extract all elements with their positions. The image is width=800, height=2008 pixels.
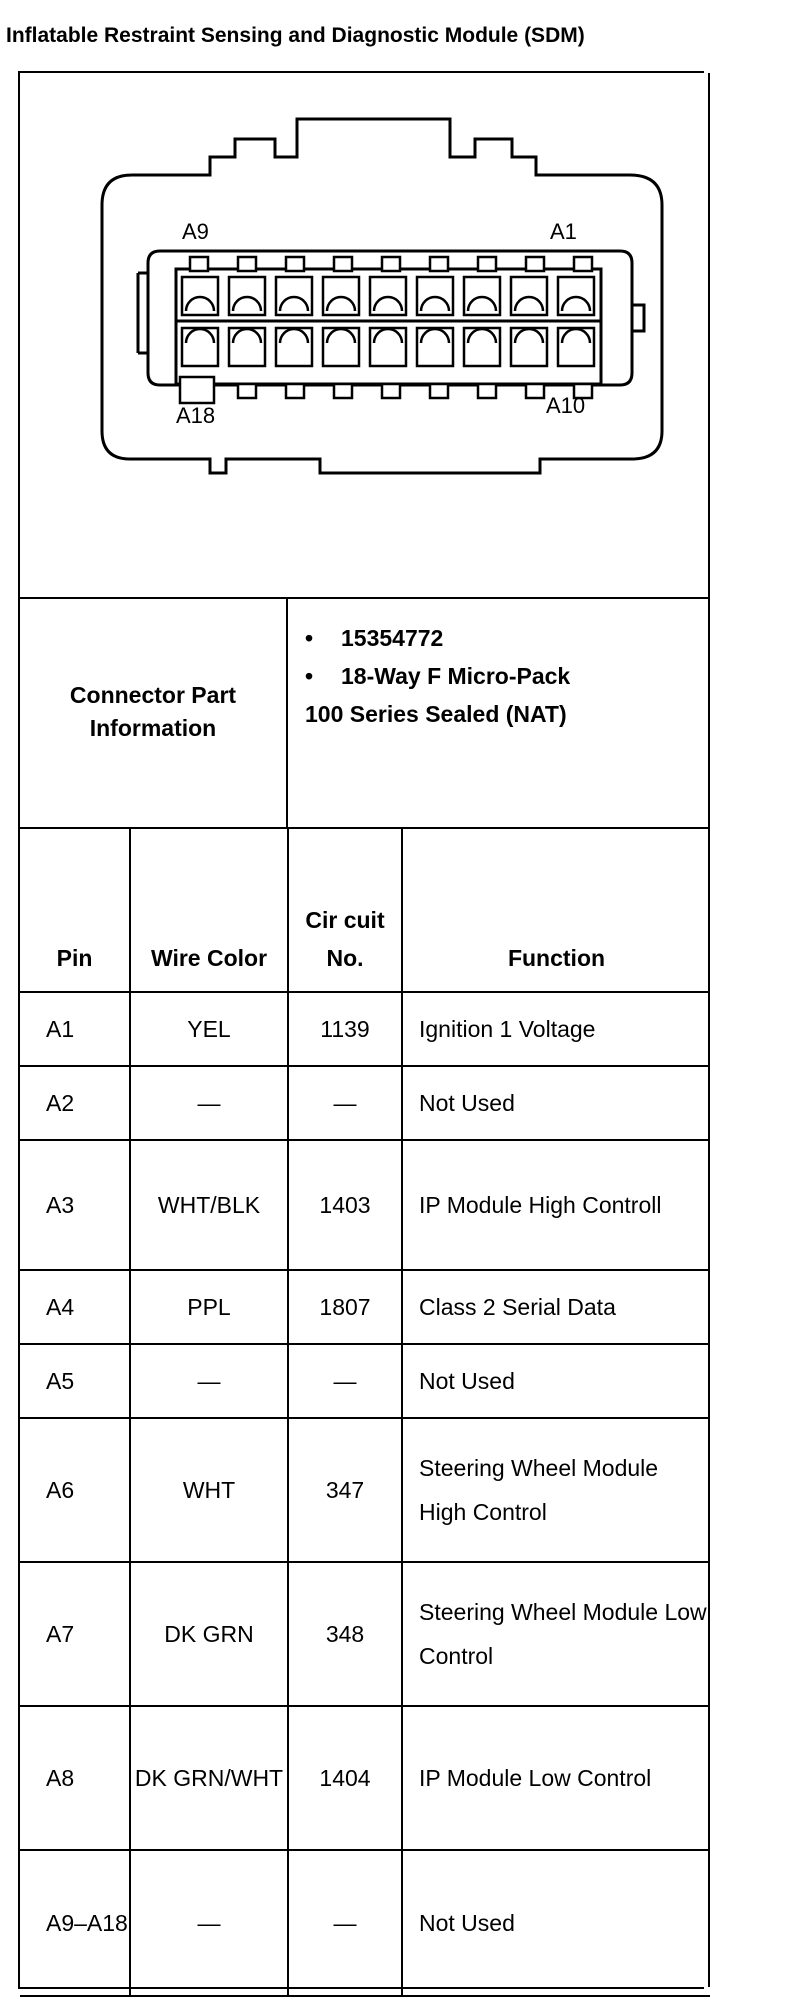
table-row: [20, 992, 710, 1066]
function-cell: Steering Wheel Module Low Control: [402, 1562, 710, 1706]
pin-label-a9: A9: [182, 219, 209, 244]
circuit-cell: —: [288, 1850, 402, 1996]
table-row: [20, 1706, 710, 1850]
function-cell: Not Used: [402, 1344, 710, 1418]
pin-cell: A4: [20, 1270, 130, 1344]
table-row: [20, 1562, 710, 1706]
pin-cell: A3: [20, 1140, 130, 1270]
header-function: Function: [402, 828, 710, 992]
function-cell: IP Module Low Control: [402, 1706, 710, 1850]
circuit-cell: 1404: [288, 1706, 402, 1850]
connector-diagram: [20, 73, 710, 599]
table-row: [20, 1270, 710, 1344]
pin-cell: A8: [20, 1706, 130, 1850]
wire-cell: —: [130, 1344, 288, 1418]
pin-cell: A7: [20, 1562, 130, 1706]
part-description: 18-Way F Micro-Pack: [341, 663, 571, 689]
connector-table-frame: [18, 71, 707, 1989]
pin-cell: A5: [20, 1344, 130, 1418]
circuit-cell: —: [288, 1066, 402, 1140]
wire-cell: —: [130, 1850, 288, 1996]
circuit-cell: 348: [288, 1562, 402, 1706]
pin-cell: A2: [20, 1066, 130, 1140]
wire-cell: PPL: [130, 1270, 288, 1344]
table-row: [20, 1344, 710, 1418]
pin-cell: A1: [20, 992, 130, 1066]
wire-cell: —: [130, 1066, 288, 1140]
table-header-row: [20, 828, 710, 992]
page-title: Inflatable Restraint Sensing and Diagnostic Module (SDM): [6, 24, 585, 47]
table-row: [20, 1140, 710, 1270]
connector-part-label-line1: Connector Part: [69, 682, 237, 708]
wire-cell: DK GRN: [130, 1562, 288, 1706]
pin-label-a1: A1: [550, 219, 577, 244]
table-row: [20, 1418, 710, 1562]
connector-part-label: [20, 597, 288, 827]
connector-part-information: [20, 597, 710, 829]
pin-cell: A9–A18: [20, 1850, 130, 1996]
header-wire-color: Wire Color: [130, 828, 288, 992]
pinout-table: [20, 827, 710, 1997]
pin-label-a18: A18: [176, 403, 216, 428]
circuit-cell: 1139: [288, 992, 402, 1066]
table-row: [20, 1850, 710, 1996]
pin-cell: A6: [20, 1418, 130, 1562]
circuit-cell: —: [288, 1344, 402, 1418]
function-cell: IP Module High Controll: [402, 1140, 710, 1270]
function-cell: Steering Wheel Module High Control: [402, 1418, 710, 1562]
connector-part-details: • 15354772 • 18-Way F Micro-Pack 100 Series Sealed (NAT): [305, 625, 571, 727]
circuit-cell: 1403: [288, 1140, 402, 1270]
function-cell: Class 2 Serial Data: [402, 1270, 710, 1344]
function-cell: Not Used: [402, 1066, 710, 1140]
part-number: 15354772: [341, 625, 444, 651]
connector-part-label-line2: Information: [89, 715, 217, 741]
wire-cell: WHT/BLK: [130, 1140, 288, 1270]
function-cell: Ignition 1 Voltage: [402, 992, 710, 1066]
function-cell: Not Used: [402, 1850, 710, 1996]
pin-label-a10: A10: [546, 393, 586, 418]
wire-cell: YEL: [130, 992, 288, 1066]
header-pin: Pin: [20, 828, 130, 992]
circuit-cell: 1807: [288, 1270, 402, 1344]
wire-cell: DK GRN/WHT: [130, 1706, 288, 1850]
circuit-cell: 347: [288, 1418, 402, 1562]
table-row: [20, 1066, 710, 1140]
wire-cell: WHT: [130, 1418, 288, 1562]
part-series: 100 Series Sealed (NAT): [305, 701, 567, 727]
header-circuit: Cir cuit No.: [288, 828, 402, 992]
connector-face-drawing: [20, 73, 710, 597]
